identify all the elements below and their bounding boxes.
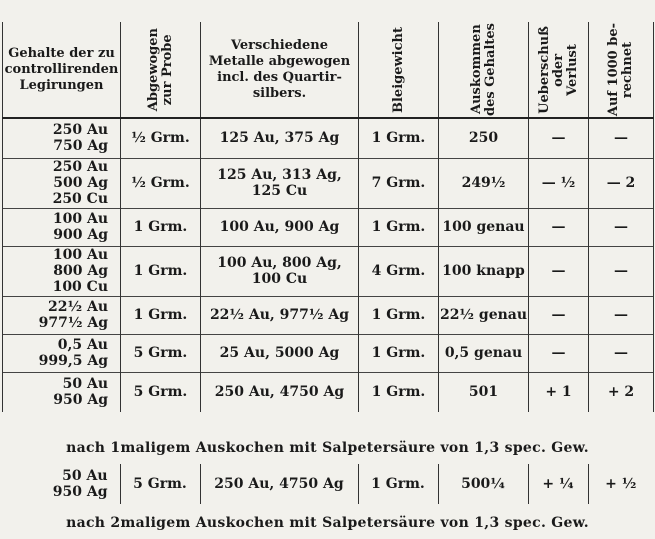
assay-table bbox=[2, 22, 654, 412]
auskommen-cell: 100 genau bbox=[439, 208, 529, 246]
abgewogen-cell: 5 Grm. bbox=[121, 334, 201, 372]
gehalte-cell bbox=[3, 208, 121, 246]
abgewogen-cell: 5 Grm. bbox=[121, 372, 201, 412]
extra-ueberschuss-cell: + ¼ bbox=[528, 464, 588, 504]
metalle-cell bbox=[201, 296, 359, 334]
table-row bbox=[3, 372, 654, 412]
gehalte-cell-line: 800 Ag bbox=[53, 263, 108, 279]
auskommen-cell: 501 bbox=[439, 372, 529, 412]
auskommen-cell: 249½ bbox=[439, 158, 529, 208]
auskommen-cell: 22½ genau bbox=[439, 296, 529, 334]
extra-gehalte-cell bbox=[2, 464, 120, 504]
extra-abgewogen-cell: 5 Grm. bbox=[120, 464, 200, 504]
metalle-cell-line: 100 Cu bbox=[251, 271, 308, 287]
auf1000-cell: — bbox=[589, 118, 654, 158]
extra-metalle-cell: 250 Au, 4750 Ag bbox=[200, 464, 358, 504]
header-metalle-line: silbers. bbox=[252, 85, 307, 101]
gehalte-cell bbox=[3, 246, 121, 296]
ueberschuss-cell: — ½ bbox=[529, 158, 589, 208]
abgewogen-cell: 1 Grm. bbox=[121, 246, 201, 296]
header-auf1000-line: rechnet bbox=[620, 41, 635, 98]
auf1000-cell: — bbox=[589, 334, 654, 372]
gehalte-cell-line: 50 Au bbox=[62, 376, 108, 393]
gehalte-cell-line: 250 Au bbox=[52, 122, 108, 139]
header-auf1000-line: Auf 1000 be- bbox=[606, 22, 621, 117]
auskommen-cell: 0,5 genau bbox=[439, 334, 529, 372]
abgewogen-cell: ½ Grm. bbox=[121, 158, 201, 208]
auf1000-cell: — bbox=[589, 296, 654, 334]
header-auskommen-line: Auskommen bbox=[468, 24, 484, 115]
table-row bbox=[3, 334, 654, 372]
header-auf1000 bbox=[589, 22, 654, 118]
metalle-cell-line: 125 Au, 375 Ag bbox=[219, 130, 340, 147]
gehalte-cell-line: 750 Ag bbox=[53, 138, 108, 155]
gehalte-cell-line: 100 Au bbox=[52, 211, 108, 227]
auf1000-cell: — bbox=[589, 246, 654, 296]
gehalte-cell bbox=[3, 334, 121, 372]
gehalte-cell-line: 100 Au bbox=[52, 247, 108, 263]
gehalte-cell-line: 250 Cu bbox=[52, 191, 108, 207]
blei-cell: 4 Grm. bbox=[359, 246, 439, 296]
auskommen-cell: 100 knapp bbox=[439, 246, 529, 296]
metalle-cell bbox=[201, 118, 359, 158]
header-ueberschuss bbox=[529, 22, 589, 118]
note-second-boiling: nach 2maligem Auskochen mit Salpetersäure von 1,3 spec. Gew. bbox=[66, 515, 589, 531]
header-abgewogen bbox=[121, 22, 201, 118]
header-ueberschuss-line: Ueberschuß bbox=[536, 25, 552, 114]
header-bleigewicht-label: Bleigewicht bbox=[390, 26, 406, 113]
gehalte-cell-line: 500 Ag bbox=[53, 175, 108, 191]
gehalte-cell-line: 977½ Ag bbox=[38, 315, 108, 331]
blei-cell: 1 Grm. bbox=[359, 334, 439, 372]
blei-cell: 1 Grm. bbox=[359, 296, 439, 334]
header-gehalte bbox=[3, 22, 121, 118]
metalle-cell bbox=[201, 372, 359, 412]
extra-blei-cell: 1 Grm. bbox=[358, 464, 438, 504]
ueberschuss-cell: — bbox=[529, 208, 589, 246]
abgewogen-cell: ½ Grm. bbox=[121, 118, 201, 158]
gehalte-cell-line: 22½ Au bbox=[48, 299, 108, 315]
metalle-cell-line: 125 Cu bbox=[251, 183, 308, 199]
blei-cell: 7 Grm. bbox=[359, 158, 439, 208]
gehalte-cell bbox=[3, 118, 121, 158]
abgewogen-cell: 1 Grm. bbox=[121, 208, 201, 246]
gehalte-cell-line: 950 Ag bbox=[53, 392, 108, 409]
second-result-row bbox=[2, 464, 653, 504]
metalle-cell bbox=[201, 246, 359, 296]
auf1000-cell: — 2 bbox=[589, 158, 654, 208]
extra-gehalte-line: 50 Au bbox=[62, 468, 108, 484]
ueberschuss-cell: — bbox=[529, 296, 589, 334]
metalle-cell bbox=[201, 334, 359, 372]
metalle-cell-line: 125 Au, 313 Ag, bbox=[217, 167, 342, 183]
gehalte-cell-line: 999,5 Ag bbox=[38, 353, 108, 369]
header-metalle-line: Metalle abgewogen bbox=[208, 53, 351, 69]
metalle-cell bbox=[201, 208, 359, 246]
header-abgewogen-line: zur Probe bbox=[159, 34, 175, 105]
extra-auskommen-cell: 500¼ bbox=[438, 464, 528, 504]
extra-gehalte-line: 950 Ag bbox=[52, 484, 108, 500]
ueberschuss-cell: — bbox=[529, 334, 589, 372]
metalle-cell-line: 22½ Au, 977½ Ag bbox=[209, 307, 350, 323]
table-row bbox=[3, 208, 654, 246]
auskommen-cell: 250 bbox=[439, 118, 529, 158]
gehalte-cell-line: 900 Ag bbox=[53, 227, 108, 243]
gehalte-cell-line: 0,5 Au bbox=[57, 337, 108, 353]
table-header-row bbox=[3, 22, 654, 118]
header-metalle-line: incl. des Quartir- bbox=[217, 69, 342, 85]
header-metalle-line: Verschiedene bbox=[231, 37, 328, 53]
ueberschuss-cell: — bbox=[529, 118, 589, 158]
gehalte-cell bbox=[3, 372, 121, 412]
metalle-cell-line: 25 Au, 5000 Ag bbox=[219, 345, 340, 361]
gehalte-cell bbox=[3, 158, 121, 208]
header-metalle bbox=[201, 22, 359, 118]
table-row bbox=[3, 118, 654, 158]
metalle-cell bbox=[201, 158, 359, 208]
note-first-boiling: nach 1maligem Auskochen mit Salpetersäure von 1,3 spec. Gew. bbox=[66, 440, 589, 456]
header-bleigewicht bbox=[359, 22, 439, 118]
blei-cell: 1 Grm. bbox=[359, 208, 439, 246]
gehalte-cell bbox=[3, 296, 121, 334]
header-abgewogen-line: Abgewogen bbox=[145, 27, 161, 112]
header-auskommen-line: des Gehaltes bbox=[482, 23, 498, 116]
header-ueberschuss-line: oder bbox=[550, 53, 566, 86]
blei-cell: 1 Grm. bbox=[359, 118, 439, 158]
header-gehalte-line: Legirungen bbox=[19, 77, 104, 93]
blei-cell: 1 Grm. bbox=[359, 372, 439, 412]
ueberschuss-cell: + 1 bbox=[529, 372, 589, 412]
metalle-cell-line: 250 Au, 4750 Ag bbox=[214, 384, 345, 401]
table-row bbox=[3, 296, 654, 334]
gehalte-cell-line: 250 Au bbox=[52, 159, 108, 175]
auf1000-cell: + 2 bbox=[589, 372, 654, 412]
table-row bbox=[3, 246, 654, 296]
header-gehalte-line: controllirenden bbox=[4, 61, 119, 77]
gehalte-cell-line: 100 Cu bbox=[52, 279, 108, 295]
header-ueberschuss-line: Verlust bbox=[564, 43, 580, 96]
table-row bbox=[3, 158, 654, 208]
header-gehalte-line: Gehalte der zu bbox=[8, 45, 115, 61]
metalle-cell-line: 100 Au, 900 Ag bbox=[219, 219, 340, 235]
abgewogen-cell: 1 Grm. bbox=[121, 296, 201, 334]
metalle-cell-line: 100 Au, 800 Ag, bbox=[217, 255, 342, 271]
ueberschuss-cell: — bbox=[529, 246, 589, 296]
header-auskommen bbox=[439, 22, 529, 118]
auf1000-cell: — bbox=[589, 208, 654, 246]
extra-auf1000-cell: + ½ bbox=[588, 464, 653, 504]
